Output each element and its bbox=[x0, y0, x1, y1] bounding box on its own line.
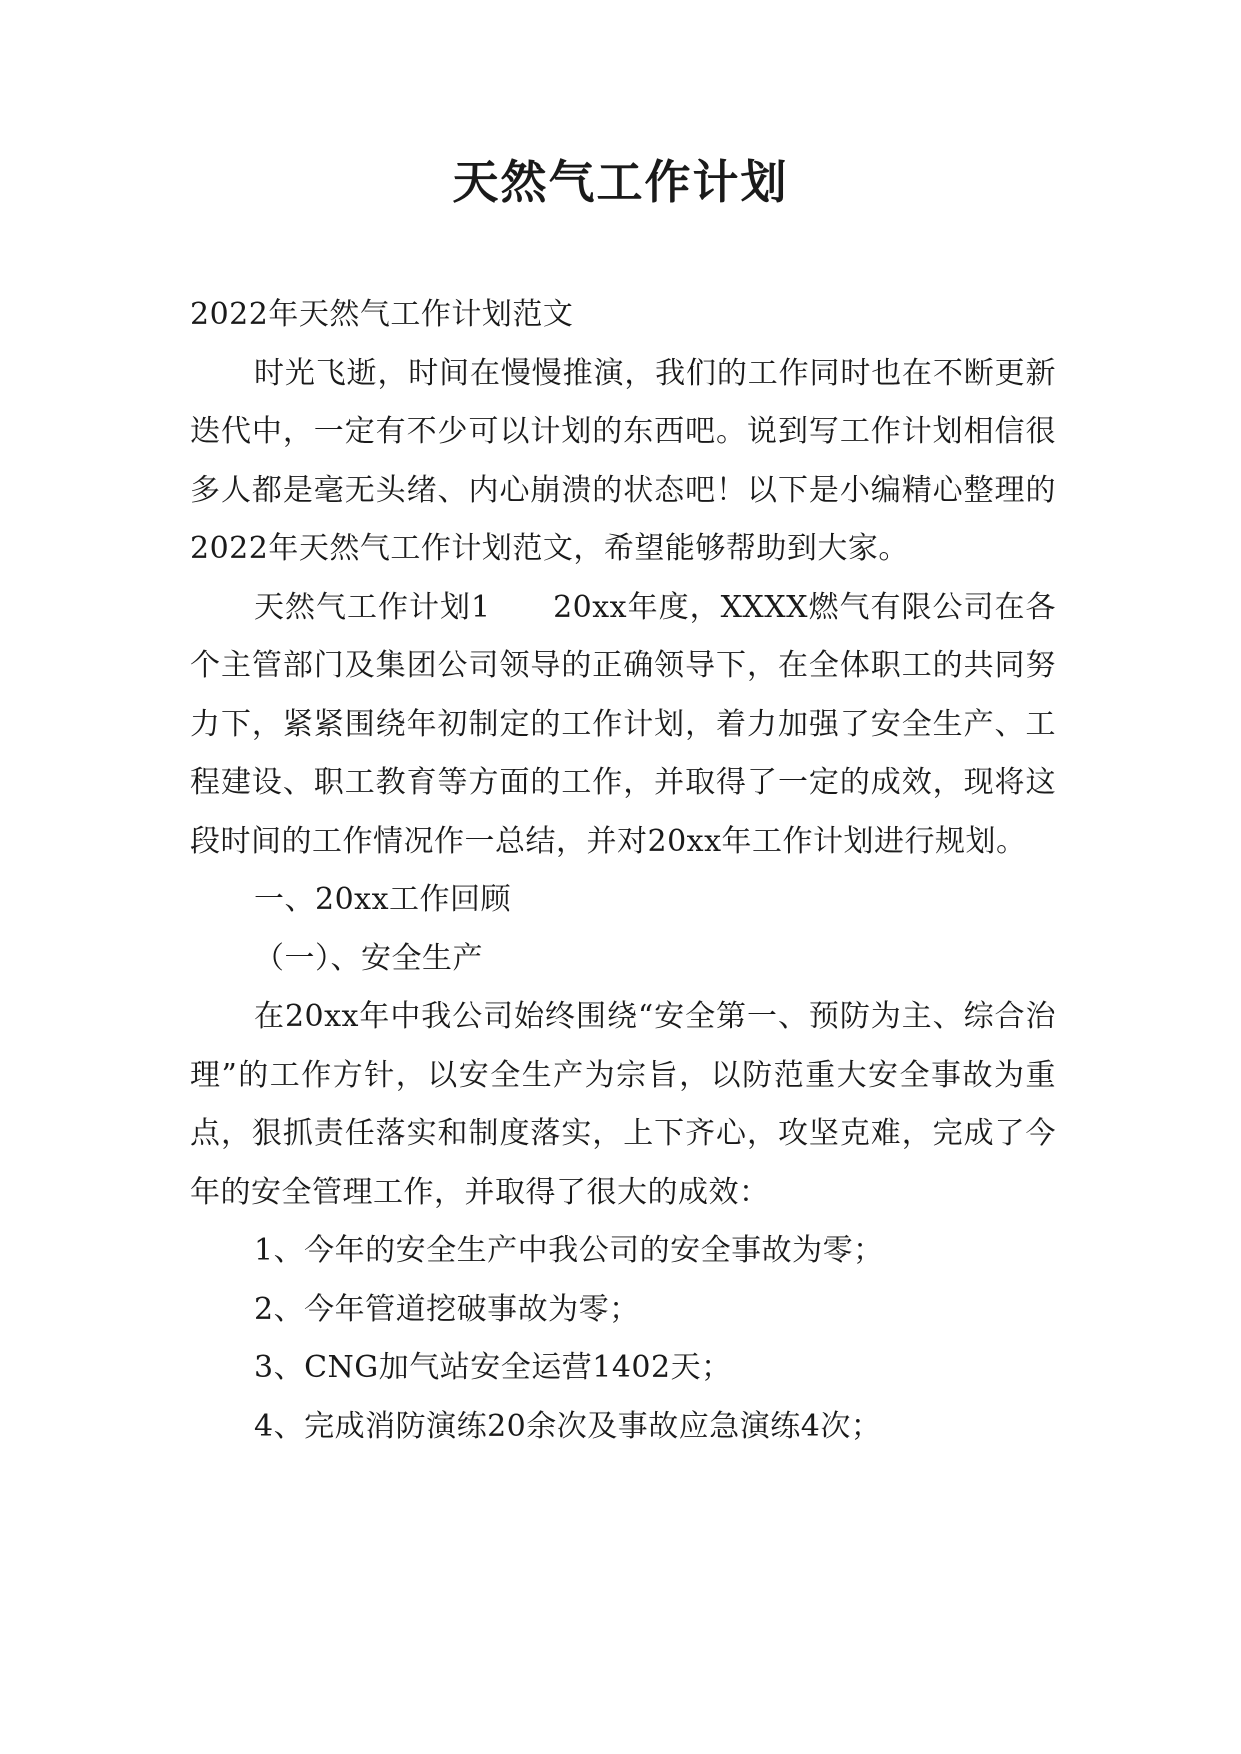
document-body bbox=[190, 286, 1056, 1456]
paragraph: 天然气工作计划1 20xx年度，XXXX燃气有限公司在各个主管部门及集团公司领导的正确领导下，在全体职工的共同努力下，紧紧围绕年初制定的工作计划，着力加强了安全生产、工程建设、职工教育等方面的工作，并取得了一定的成效，现将这段时间的工作情况作一总结，并对20xx年工作计划进行规划。 bbox=[190, 589, 1056, 859]
paragraph: 4、完成消防演练20余次及事故应急演练4次； bbox=[254, 1408, 882, 1444]
document-title: 天然气工作计划 bbox=[452, 155, 789, 209]
paragraph: 2、今年管道挖破事故为零； bbox=[254, 1291, 640, 1327]
paragraph: 时光飞逝，时间在慢慢推演，我们的工作同时也在不断更新迭代中，一定有不少可以计划的东西吧。说到写工作计划相信很多人都是毫无头绪、内心崩溃的状态吧！以下是小编精心整理的2022年天然气工作计划范文，希望能够帮助到大家。 bbox=[190, 355, 1056, 566]
paragraph: 3、CNG加气站安全运营1402天； bbox=[254, 1350, 732, 1385]
paragraph: 一、20xx工作回顾 bbox=[254, 882, 512, 917]
paragraph: 1、今年的安全生产中我公司的安全事故为零； bbox=[254, 1233, 884, 1268]
paragraph: 在20xx年中我公司始终围绕“安全第一、预防为主、综合治理”的工作方针，以安全生产为宗旨，以防范重大安全事故为重点，狠抓责任落实和制度落实，上下齐心，攻坚克难，完成了今年的安全管理工作，并取得了很大的成效： bbox=[190, 999, 1056, 1210]
paragraph: （一）、安全生产 bbox=[254, 940, 483, 976]
paragraph: 2022年天然气工作计划范文 bbox=[190, 297, 574, 332]
